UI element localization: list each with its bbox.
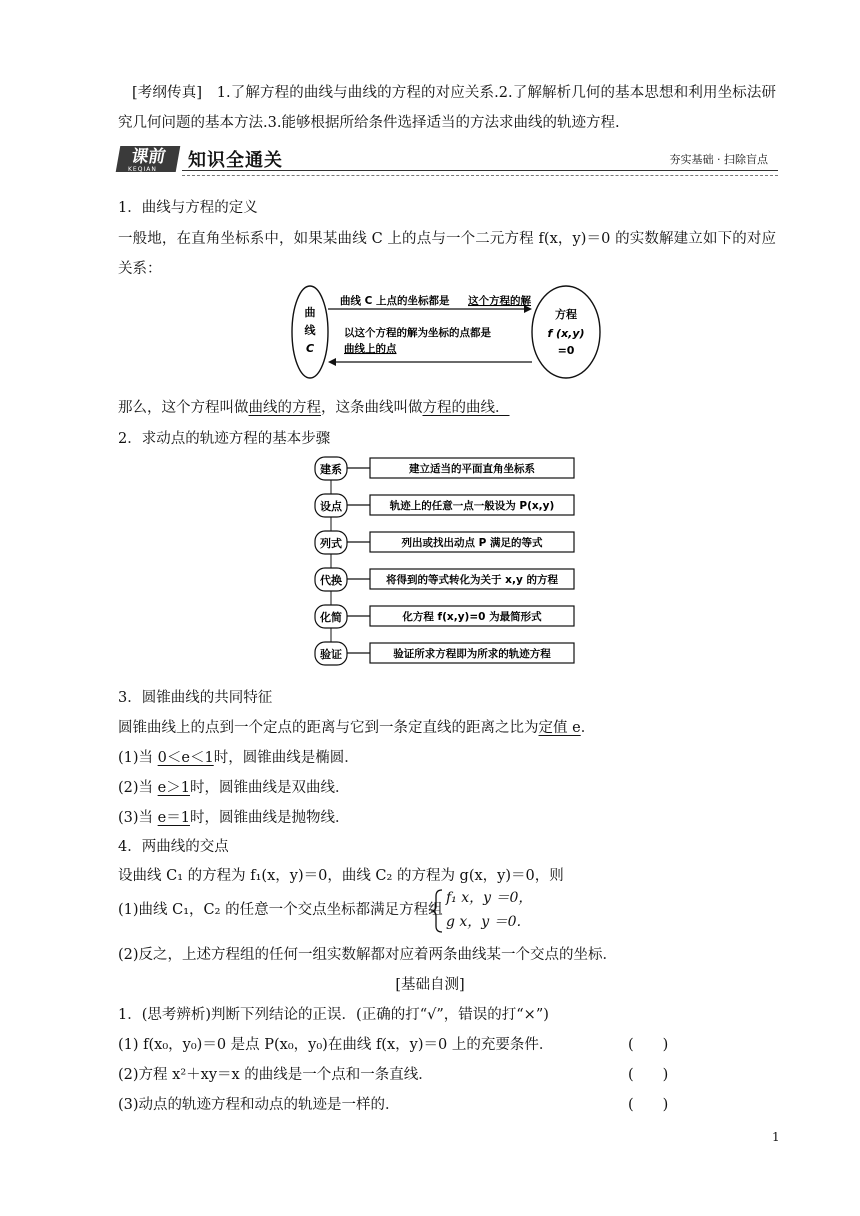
curve-label-3: C xyxy=(305,342,315,355)
curve-label-1: 曲 xyxy=(304,306,316,319)
flow-step-3-label: 列式 xyxy=(320,537,342,550)
section4-paragraph: 设曲线 C₁ 的方程为 f₁(x，y)＝0，曲线 C₂ 的方程为 g(x，y)＝0，则 xyxy=(118,868,564,884)
flow-step-1 xyxy=(315,457,574,480)
flow-step-2-desc: 轨迹上的任意一点一般设为 P(x,y) xyxy=(389,500,555,512)
intro-text: 1.了解方程的曲线与曲线的方程的对应关系.2.了解解析几何的基本思想和利用坐标法研究几何问题的基本方法.3.能够根据所给条件选择适当的方法求曲线的轨迹方程. xyxy=(118,85,776,131)
section3-item-3: (3)当 e＝1时，圆锥曲线是抛物线． xyxy=(118,810,350,826)
test-item-1: (1) f(x₀，y₀)＝0 是点 P(x₀，y₀)在曲线 f(x，y)＝0 上的充要条件． xyxy=(118,1037,554,1053)
top-arrow-text-b: 这个方程的解 xyxy=(468,295,531,307)
test-item-1-answer-blank: ( ) xyxy=(628,1037,669,1053)
intro-tag: [考纲传真] xyxy=(132,85,202,101)
flow-step-5-desc: 化方程 f(x,y)=0 为最简形式 xyxy=(402,611,542,623)
flow-step-1-desc: 建立适当的平面直角坐标系 xyxy=(409,463,535,475)
flow-step-5 xyxy=(315,605,574,628)
flow-step-1-label: 建系 xyxy=(320,463,342,476)
intro-paragraph xyxy=(118,78,776,138)
term-equation-curve: 方程的曲线． xyxy=(422,400,510,416)
system-equation-2: g x，y ＝0. xyxy=(446,914,522,930)
flow-step-5-label: 化简 xyxy=(320,611,342,624)
banner-box-sub: KEQIAN xyxy=(128,166,157,173)
banner-rule xyxy=(182,170,778,176)
test-item-2-answer-blank: ( ) xyxy=(628,1067,669,1083)
bottom-arrow-head xyxy=(328,358,336,366)
test-heading: [基础自测] xyxy=(395,977,465,993)
equation-label-1: 方程 xyxy=(555,308,577,321)
test-question-1: 1．(思考辨析)判断下列结论的正误．(正确的打“√”，错误的打“×”) xyxy=(118,1007,549,1023)
curve-label-2: 线 xyxy=(304,324,316,337)
section3-item-2: (2)当 e＞1时，圆锥曲线是双曲线． xyxy=(118,780,350,796)
test-item-2: (2)方程 x²＋xy＝x 的曲线是一个点和一条直线． xyxy=(118,1067,433,1083)
banner-right-text: 夯实基础 · 扫除盲点 xyxy=(669,153,768,166)
banner-title: 知识全通关 xyxy=(188,150,283,171)
system-brace xyxy=(430,888,444,934)
section4-item-1: (1)曲线 C₁，C₂ 的任意一个交点坐标都满足方程组 xyxy=(118,902,443,918)
bottom-arrow-text-2: 曲线上的点 xyxy=(344,343,397,355)
flow-step-4-label: 代换 xyxy=(320,574,342,587)
equation-label-3: =0 xyxy=(557,344,575,357)
banner-box: 课前 xyxy=(116,146,181,172)
equation-label-2: f (x,y) xyxy=(547,327,585,340)
section1-paragraph: 一般地，在直角坐标系中，如果某曲线 C 上的点与一个二元方程 f(x，y)＝0 的实数解建立如下的对应关系： xyxy=(118,231,776,277)
flow-step-2 xyxy=(315,494,574,517)
section3-heading: 3．圆锥曲线的共同特征 xyxy=(118,690,273,706)
page-number: 1 xyxy=(772,1130,780,1144)
flow-step-6-desc: 验证所求方程即为所求的轨迹方程 xyxy=(393,648,551,660)
test-item-3-answer-blank: ( ) xyxy=(628,1097,669,1113)
flow-step-2-label: 设点 xyxy=(320,500,342,513)
flow-step-3-desc: 列出或找出动点 P 满足的等式 xyxy=(401,537,543,549)
section4-heading: 4．两曲线的交点 xyxy=(118,839,229,855)
section-banner xyxy=(118,146,778,174)
flow-step-3 xyxy=(315,531,574,554)
steps-flowchart xyxy=(310,454,590,670)
section4-item-2: (2)反之，上述方程组的任何一组实数解都对应着两条曲线某一个交点的坐标． xyxy=(118,947,618,963)
section3-item-1: (1)当 0＜e＜1时，圆锥曲线是椭圆． xyxy=(118,750,359,766)
flow-step-4-desc: 将得到的等式转化为关于 x,y 的方程 xyxy=(386,574,558,586)
section1-conclusion: 那么，这个方程叫做曲线的方程，这条曲线叫做方程的曲线． xyxy=(118,400,510,416)
test-item-3: (3)动点的轨迹方程和动点的轨迹是一样的． xyxy=(118,1097,400,1113)
term-curve-equation: 曲线的方程 xyxy=(248,400,321,416)
section3-paragraph: 圆锥曲线上的点到一个定点的距离与它到一条定直线的距离之比为定值 e． xyxy=(118,720,596,736)
flow-step-6 xyxy=(315,642,574,665)
section1-heading: 1．曲线与方程的定义 xyxy=(118,200,258,216)
bottom-arrow-text-1: 以这个方程的解为坐标的点都是 xyxy=(344,327,491,339)
term-constant-e: 定值 e xyxy=(538,720,581,736)
top-arrow-text-a: 曲线 C 上点的坐标都是 xyxy=(340,295,450,307)
section2-heading: 2．求动点的轨迹方程的基本步骤 xyxy=(118,431,331,447)
flow-step-6-label: 验证 xyxy=(320,648,342,661)
flow-step-4 xyxy=(315,568,574,591)
system-equation-1: f₁ x，y ＝0， xyxy=(446,890,533,906)
curve-equation-diagram xyxy=(290,282,610,384)
